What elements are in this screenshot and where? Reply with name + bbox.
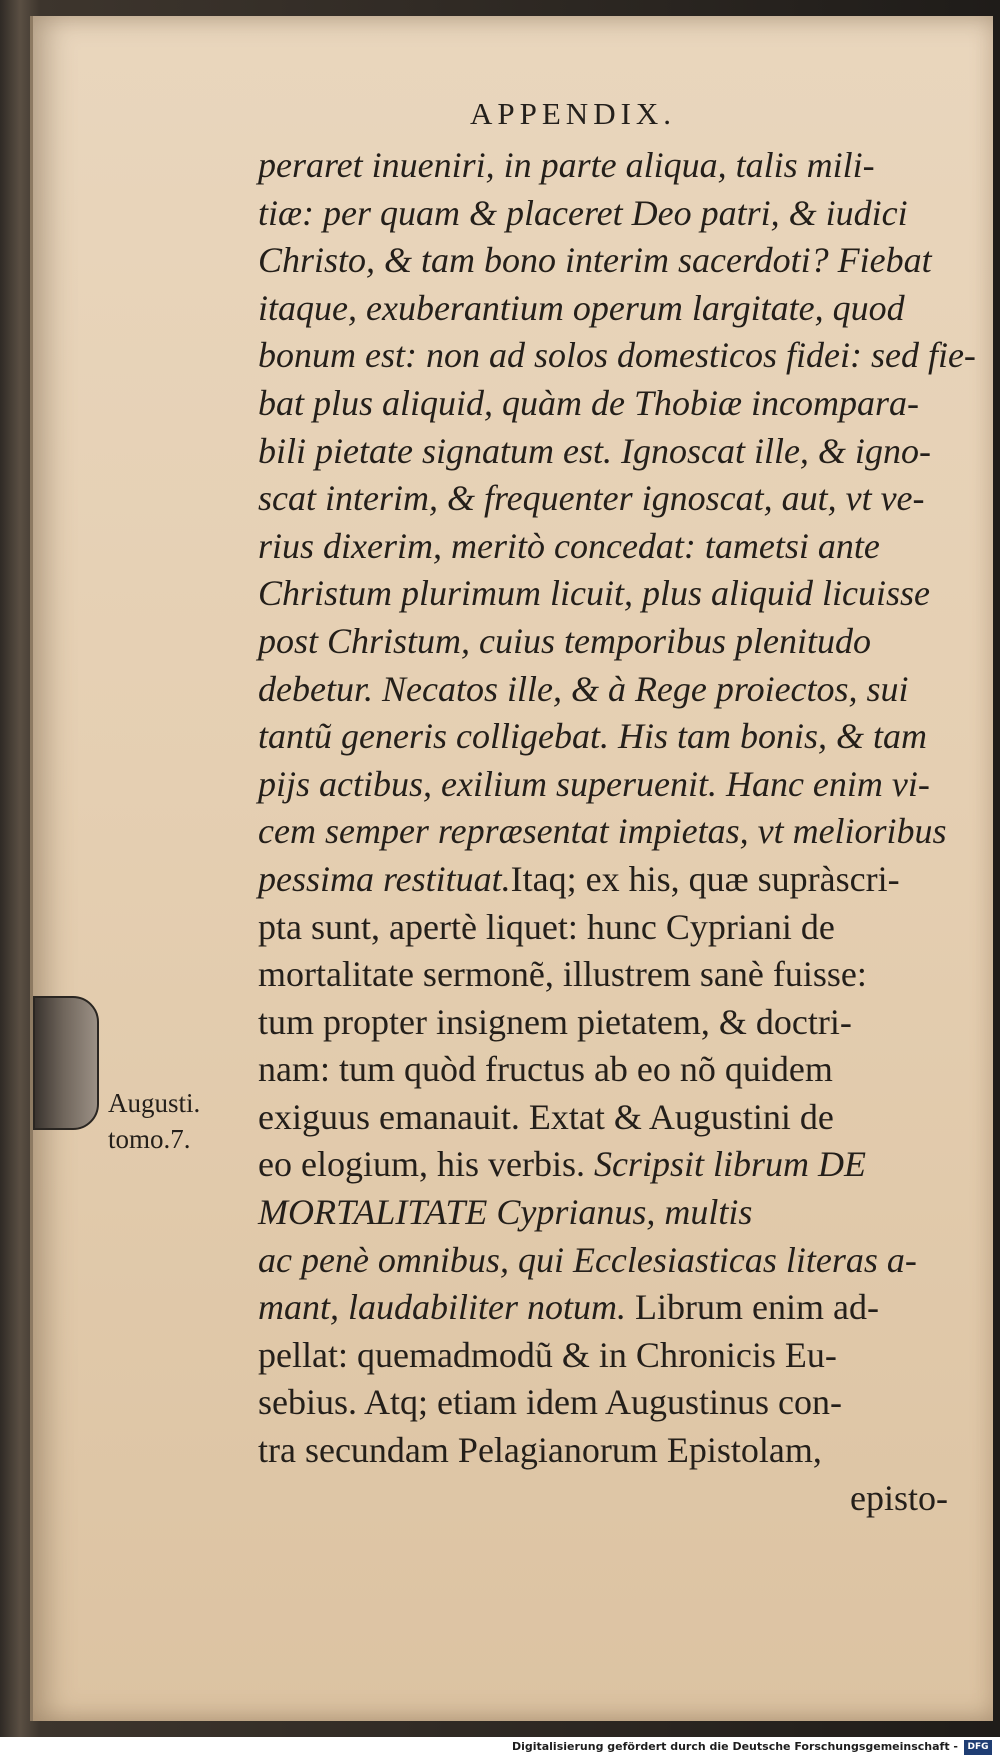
margin-note-line: tomo.7. (108, 1124, 191, 1154)
italic-text-span: bat plus aliquid, quàm de Thobiæ incompara- (258, 382, 920, 423)
roman-text-span: eo elogium, his verbis. (258, 1144, 594, 1185)
text-line (258, 1475, 948, 1523)
text-line (258, 332, 976, 380)
running-head: APPENDIX. (470, 96, 677, 131)
roman-text-span: Itaq; ex his, quæ supràscri- (510, 858, 900, 899)
margin-note (108, 1085, 238, 1157)
roman-text-span: sebius. Atq; etiam idem Augustinus con- (258, 1382, 842, 1423)
text-line (258, 1284, 948, 1332)
text-line (258, 285, 948, 333)
text-line (258, 618, 948, 666)
italic-text-span: cem semper repræsentat impietas, vt melioribus (258, 811, 947, 852)
text-line (258, 1237, 948, 1285)
italic-text-span: mant, laudabiliter notum. (258, 1287, 626, 1328)
roman-text-span: Librum enim ad- (626, 1287, 879, 1328)
text-line (258, 428, 948, 476)
text-line (258, 380, 948, 428)
text-line (258, 570, 948, 618)
text-line (258, 190, 948, 238)
text-line (258, 904, 948, 952)
italic-text-span: Scripsit librum DE (593, 1144, 866, 1185)
italic-text-span: debetur. Necatos ille, & à Rege proiectos, sui (258, 668, 909, 709)
text-line (258, 237, 948, 285)
italic-text-span: peraret inueniri, in parte aliqua, talis mili- (258, 145, 875, 185)
text-line (258, 1379, 948, 1427)
italic-text-span: ac penè omnibus, qui Ecclesiasticas literas a- (258, 1239, 917, 1280)
italic-text-span: rius dixerim, meritò concedat: tametsi ante (258, 525, 880, 566)
italic-text-span: scat interim, & frequenter ignoscat, aut, vt ve- (258, 478, 925, 519)
text-line (258, 1189, 948, 1237)
text-line (258, 999, 948, 1047)
italic-text-span: itaque, exuberantium operum largitate, quod (258, 287, 905, 328)
roman-text-span: episto- (850, 1477, 948, 1518)
roman-text-span: pta sunt, apertè liquet: hunc Cypriani de (258, 906, 835, 947)
italic-text-span: Christum plurimum licuit, plus aliquid licuisse (258, 573, 931, 614)
italic-text-span: tiæ: per quam & placeret Deo patri, & iudici (258, 192, 908, 233)
italic-text-span: bonum est: non ad solos domesticos fidei: sed fie- (258, 335, 976, 376)
text-line (258, 1094, 948, 1142)
text-line (258, 1141, 948, 1189)
text-line (258, 1427, 948, 1475)
text-line (258, 523, 948, 571)
digitization-footer (0, 1737, 1000, 1759)
body-text (258, 142, 976, 1522)
roman-text-span: tra secundam Pelagianorum Epistolam, (258, 1430, 822, 1471)
italic-text-span: pessima restituat. (258, 858, 511, 899)
digitization-credit: Digitalisierung gefördert durch die Deutsche Forschungsgemeinschaft - (511, 1740, 958, 1753)
roman-text-span: tum propter insignem pietatem, & doctri- (258, 1001, 852, 1042)
text-line (258, 856, 948, 904)
text-line (258, 1332, 948, 1380)
roman-text-span: pellat: quemadmodũ & in Chronicis Eu- (258, 1334, 837, 1375)
text-line (258, 713, 948, 761)
text-line (258, 1046, 948, 1094)
italic-text-span: bili pietate signatum est. Ignoscat ille, & igno- (258, 430, 931, 471)
italic-text-span: post Christum, cuius temporibus plenitudo (258, 620, 872, 661)
text-line (258, 475, 948, 523)
dfg-logo: DFG (964, 1740, 992, 1755)
roman-text-span: exiguus emanauit. Extat & Augustini de (258, 1096, 834, 1137)
text-line (258, 142, 948, 190)
italic-text-span: MORTALITATE Cyprianus, multis (258, 1192, 753, 1233)
text-line (258, 808, 948, 856)
italic-text-span: tantũ generis colligebat. His tam bonis, & tam (258, 716, 927, 757)
text-line (258, 951, 948, 999)
binding-strap (33, 996, 99, 1130)
italic-text-span: Christo, & tam bono interim sacerdoti? Fiebat (258, 240, 932, 281)
margin-note-line: Augusti. (108, 1088, 201, 1118)
text-line (258, 761, 948, 809)
italic-text-span: pijs actibus, exilium superuenit. Hanc enim vi- (258, 763, 930, 804)
roman-text-span: nam: tum quòd fructus ab eo nõ quidem (258, 1049, 833, 1090)
text-line (258, 666, 948, 714)
roman-text-span: mortalitate sermonẽ, illustrem sanè fuisse: (258, 954, 867, 995)
